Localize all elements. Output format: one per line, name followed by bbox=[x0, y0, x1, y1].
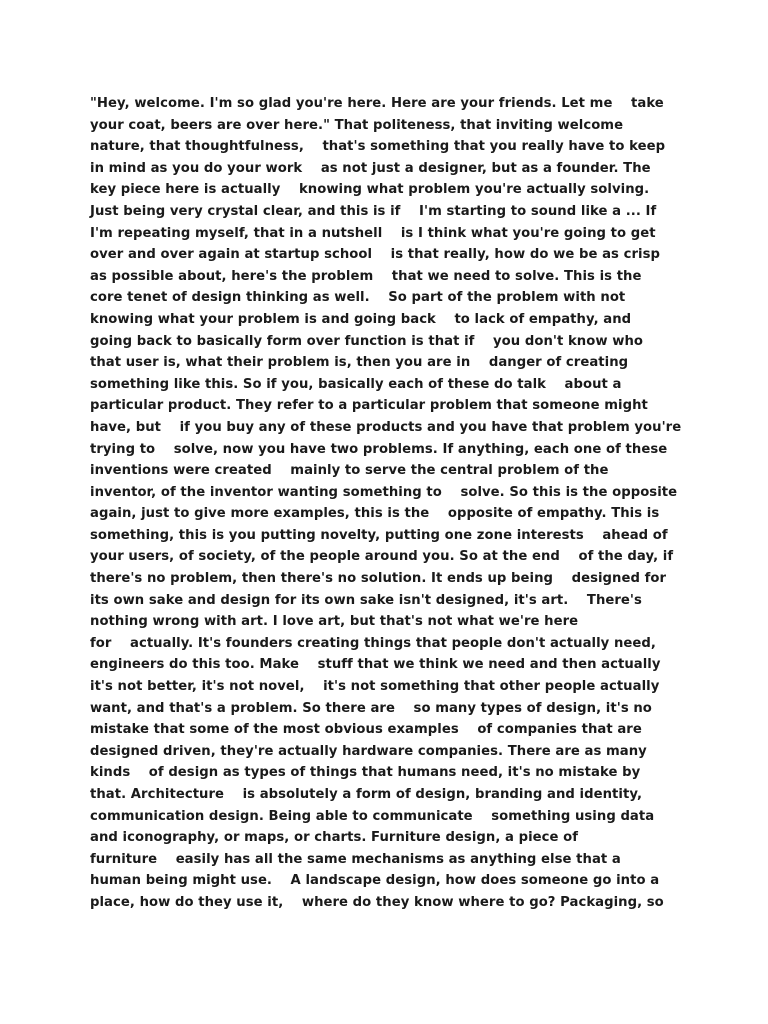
text-line: and iconography, or maps, or charts. Furniture design, a piece of bbox=[90, 830, 579, 846]
text-line: as possible about, here's the problem that we need to solve. This is the bbox=[90, 268, 642, 284]
text-line: its own sake and design for its own sake isn't designed, it's art. There's bbox=[90, 592, 642, 608]
text-line: mistake that some of the most obvious examples of companies that are bbox=[90, 722, 642, 738]
text-line: going back to basically form over function is that if you don't know who bbox=[90, 333, 643, 349]
text-line: your users, of society, of the people around you. So at the end of the day, if bbox=[90, 549, 674, 565]
text-line: inventor, of the inventor wanting something to solve. So this is the opposite bbox=[90, 484, 678, 500]
text-line: that. Architecture is absolutely a form of design, branding and identity, bbox=[90, 787, 643, 802]
transcript-text-block bbox=[90, 93, 690, 914]
text-line: nature, that thoughtfulness, that's something that you really have to keep bbox=[90, 139, 666, 155]
text-line: key piece here is actually knowing what problem you're actually solving. bbox=[90, 182, 650, 198]
text-line: human being might use. A landscape design, how does someone go into a bbox=[90, 873, 660, 889]
text-line: want, and that's a problem. So there are so many types of design, it's no bbox=[90, 700, 652, 716]
text-line: it's not better, it's not novel, it's not something that other people actually bbox=[90, 679, 660, 695]
text-line: Just being very crystal clear, and this is if I'm starting to sound like a ... If bbox=[90, 203, 657, 219]
text-line: knowing what your problem is and going back to lack of empathy, and bbox=[90, 311, 632, 327]
text-line: furniture easily has all the same mechanisms as anything else that a bbox=[90, 851, 621, 867]
text-line: for actually. It's founders creating things that people don't actually need, bbox=[90, 635, 656, 651]
text-line: in mind as you do your work as not just a designer, but as a founder. The bbox=[90, 160, 651, 176]
text-line: trying to solve, now you have two problems. If anything, each one of these bbox=[90, 441, 668, 457]
text-line: nothing wrong with art. I love art, but that's not what we're here bbox=[90, 614, 579, 630]
text-line: I'm repeating myself, that in a nutshell is I think what you're going to get bbox=[90, 225, 656, 241]
text-line: engineers do this too. Make stuff that we think we need and then actually bbox=[90, 657, 661, 673]
text-line: have, but if you buy any of these products and you have that problem you're bbox=[90, 419, 682, 435]
text-line: again, just to give more examples, this is the opposite of empathy. This is bbox=[90, 506, 660, 522]
text-line: over and over again at startup school is that really, how do we be as crisp bbox=[90, 247, 660, 263]
text-line: something like this. So if you, basically each of these do talk about a bbox=[90, 376, 622, 392]
text-line: communication design. Being able to communicate something using data bbox=[90, 808, 655, 824]
text-line: inventions were created mainly to serve the central problem of the bbox=[90, 463, 609, 479]
text-line: something, this is you putting novelty, putting one zone interests ahead of bbox=[90, 527, 668, 543]
text-line: core tenet of design thinking as well. So part of the problem with not bbox=[90, 290, 626, 306]
text-line: kinds of design as types of things that humans need, it's no mistake by bbox=[90, 765, 641, 781]
text-line: your coat, beers are over here." That politeness, that inviting welcome bbox=[90, 117, 624, 133]
text-line: there's no problem, then there's no solution. It ends up being designed for bbox=[90, 571, 667, 587]
text-line: particular product. They refer to a particular problem that someone might bbox=[90, 398, 648, 414]
text-line: designed driven, they're actually hardware companies. There are as many bbox=[90, 743, 647, 759]
text-line: place, how do they use it, where do they know where to go? Packaging, so bbox=[90, 894, 664, 910]
text-line: that user is, what their problem is, then you are in danger of creating bbox=[90, 355, 629, 371]
text-line: "Hey, welcome. I'm so glad you're here. Here are your friends. Let me take bbox=[90, 96, 664, 111]
